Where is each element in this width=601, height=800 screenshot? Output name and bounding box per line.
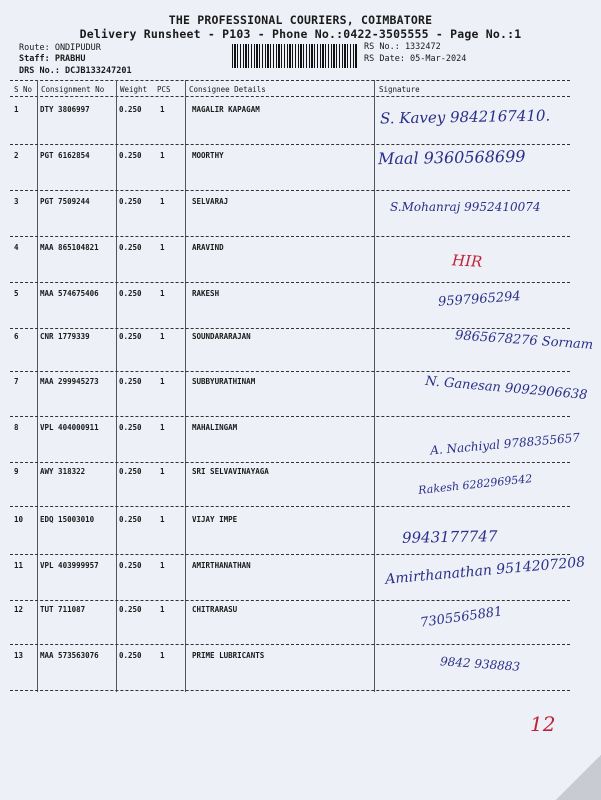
row-divider [10,462,570,463]
row-consignment-no: VPL 404000911 [40,423,99,432]
row-divider [10,190,570,191]
col-header-pcs: PCS [157,85,171,94]
row-signature: 7305565881 [419,604,504,631]
row-divider [10,144,570,145]
row-sno: 4 [14,243,19,252]
col-header-sno: S No [14,85,33,94]
row-weight: 0.250 [119,467,142,476]
barcode-image [232,44,358,68]
rs-number: RS No.: 1332472 [364,42,441,52]
row-weight: 0.250 [119,423,142,432]
route-label: Route: ONDIPUDUR [19,43,101,53]
row-divider [10,600,570,601]
row-signature: 9597965294 [437,289,522,310]
row-weight: 0.250 [119,332,142,341]
row-signature: 9842 938883 [439,654,521,674]
row-sno: 9 [14,467,19,476]
folded-corner [556,755,601,800]
row-divider [10,236,570,237]
row-pcs: 1 [160,105,165,114]
row-weight: 0.250 [119,151,142,160]
row-consignment-no: VPL 403999957 [40,561,99,570]
row-signature: Maal 9360568699 [377,146,526,169]
row-consignment-no: TUT 711087 [40,605,86,614]
row-consignee: SELVARAJ [192,197,229,206]
row-divider [10,328,570,329]
row-weight: 0.250 [119,651,142,660]
row-consignee: PRIME LUBRICANTS [192,651,265,660]
row-consignment-no: MAA 865104821 [40,243,99,252]
row-sno: 7 [14,377,19,386]
row-sno: 5 [14,289,19,298]
row-consignment-no: MAA 574675406 [40,289,99,298]
row-weight: 0.250 [119,243,142,252]
row-pcs: 1 [160,289,165,298]
row-consignment-no: AWY 318322 [40,467,86,476]
row-pcs: 1 [160,332,165,341]
row-divider [10,690,570,691]
row-signature: 9865678276 Sornam [454,328,594,353]
row-sno: 11 [14,561,24,570]
row-pcs: 1 [160,651,165,660]
row-pcs: 1 [160,377,165,386]
row-consignment-no: DTY 3806997 [40,105,90,114]
row-divider [10,506,570,507]
col-header-consignee: Consignee Details [189,85,266,94]
staff-label: Staff: PRABHU [19,54,86,64]
row-consignee: AMIRTHANATHAN [192,561,251,570]
row-consignment-no: PGT 7509244 [40,197,90,206]
header-bottom-rule [10,96,570,97]
row-consignee: RAKESH [192,289,220,298]
row-signature: A. Nachiyal 9788355657 [429,430,581,458]
row-sno: 13 [14,651,24,660]
row-divider [10,554,570,555]
row-pcs: 1 [160,423,165,432]
row-divider [10,644,570,645]
row-weight: 0.250 [119,197,142,206]
row-pcs: 1 [160,467,165,476]
row-weight: 0.250 [119,377,142,386]
row-divider [10,282,570,283]
row-signature: Rakesh 6282969542 [417,472,533,497]
handwritten-mark: 12 [530,712,556,736]
row-pcs: 1 [160,561,165,570]
row-divider [10,371,570,372]
row-consignee: MAGALIR KAPAGAM [192,105,260,114]
row-pcs: 1 [160,151,165,160]
row-pcs: 1 [160,243,165,252]
row-sno: 6 [14,332,19,341]
row-consignment-no: PGT 6162854 [40,151,90,160]
row-signature: Amirthanathan 9514207208 [384,554,586,588]
row-consignee: MAHALINGAM [192,423,238,432]
row-signature: S. Kavey 9842167410. [379,106,551,128]
row-consignee: VIJAY IMPE [192,515,238,524]
company-title: THE PROFESSIONAL COURIERS, COIMBATORE [168,13,433,27]
col-header-consignment: Consignment No [41,85,105,94]
runsheet-title: Delivery Runsheet - P103 - Phone No.:0422-3505555 - Page No.:1 [79,27,522,41]
row-sno: 12 [14,605,24,614]
row-sno: 8 [14,423,19,432]
row-weight: 0.250 [119,561,142,570]
row-signature: HIR [451,251,483,271]
row-sno: 1 [14,105,19,114]
row-sno: 10 [14,515,24,524]
row-weight: 0.250 [119,605,142,614]
row-weight: 0.250 [119,105,142,114]
row-consignee: SRI SELVAVINAYAGA [192,467,269,476]
row-consignee: SUBBYURATHINAM [192,377,256,386]
row-consignment-no: MAA 573563076 [40,651,99,660]
row-pcs: 1 [160,515,165,524]
header-top-rule [10,80,570,81]
col-header-weight: Weight [120,85,148,94]
drs-number: DRS No.: DCJB133247201 [19,66,132,76]
row-consignment-no: CNR 1779339 [40,332,90,341]
row-consignment-no: MAA 299945273 [40,377,99,386]
row-sno: 3 [14,197,19,206]
row-signature: 9943177747 [401,527,498,547]
row-consignee: ARAVIND [192,243,224,252]
row-consignment-no: EDQ 15003010 [40,515,95,524]
row-signature: S.Mohanraj 9952410074 [390,200,541,214]
row-divider [10,416,570,417]
row-pcs: 1 [160,197,165,206]
row-pcs: 1 [160,605,165,614]
row-consignee: CHITRARASU [192,605,238,614]
rs-date: RS Date: 05-Mar-2024 [364,54,467,64]
row-weight: 0.250 [119,515,142,524]
row-consignee: MOORTHY [192,151,224,160]
row-signature: N. Ganesan 9092906638 [424,373,589,404]
row-consignee: SOUNDARARAJAN [192,332,251,341]
col-header-signature: Signature [379,85,420,94]
row-sno: 2 [14,151,19,160]
row-weight: 0.250 [119,289,142,298]
